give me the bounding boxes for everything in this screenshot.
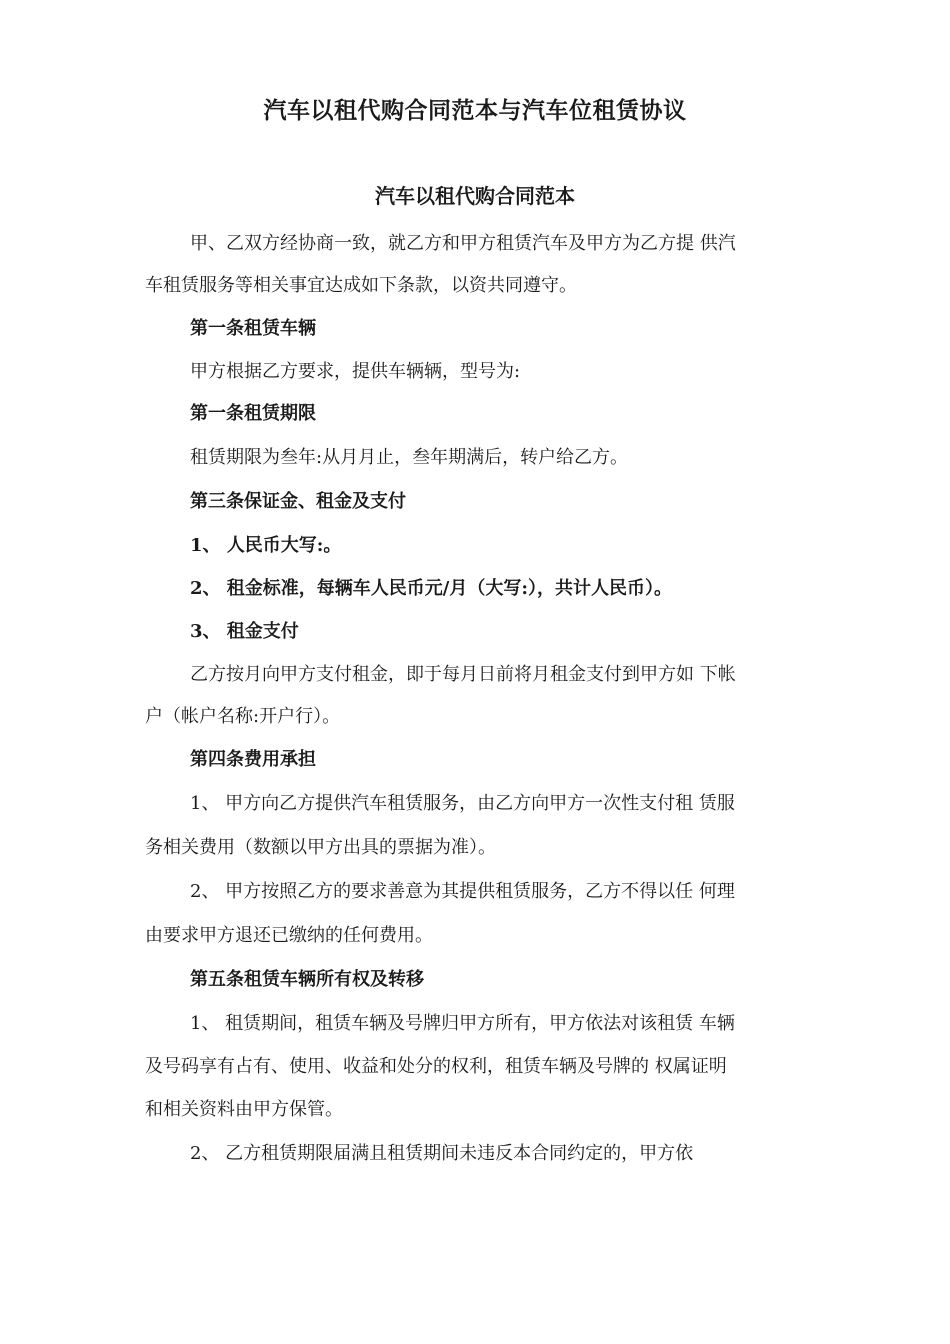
article-2-heading: 第一条租赁期限 [190,403,316,424]
intro-line-2: 车租赁服务等相关事宜达成如下条款，以资共同遵守。 [145,275,577,296]
article-4-item-2-line-1: 2、 甲方按照乙方的要求善意为其提供租赁服务，乙方不得以任 何理 [190,881,735,902]
article-5-item-1-line-2: 及号码享有占有、使用、收益和处分的权利，租赁车辆及号牌的 权属证明 [145,1056,727,1077]
article-4-item-2-line-2: 由要求甲方退还已缴纳的任何费用。 [145,925,433,946]
article-3-item-1: 1、 人民币大写:。 [190,535,342,556]
article-4-heading: 第四条费用承担 [190,749,316,770]
article-5-item-1-line-3: 和相关资料由甲方保管。 [145,1099,343,1120]
article-2-text: 租赁期限为叁年:从月月止，叁年期满后，转户给乙方。 [190,447,629,468]
article-3-item-3: 3、 租金支付 [190,621,299,642]
article-4-item-1-line-1: 1、 甲方向乙方提供汽车租赁服务，由乙方向甲方一次性支付租 赁服 [190,793,735,814]
article-3-item-2: 2、 租金标准，每辆车人民币元/月（大写:），共计人民币）。 [190,578,673,599]
contract-subtitle: 汽车以租代购合同范本 [375,184,575,208]
article-1-heading: 第一条租赁车辆 [190,318,316,339]
article-5-item-2-line-1: 2、 乙方租赁期限届满且租赁期间未违反本合同约定的，甲方依 [190,1143,694,1164]
intro-line-1: 甲、乙双方经协商一致，就乙方和甲方租赁汽车及甲方为乙方提 供汽 [190,233,736,254]
article-3-text-line-1: 乙方按月向甲方支付租金，即于每月日前将月租金支付到甲方如 下帐 [190,664,736,685]
article-3-heading: 第三条保证金、租金及支付 [190,491,406,512]
article-5-item-1-line-1: 1、 租赁期间，租赁车辆及号牌归甲方所有，甲方依法对该租赁 车辆 [190,1013,735,1034]
article-5-heading: 第五条租赁车辆所有权及转移 [190,969,424,990]
article-4-item-1-line-2: 务相关费用（数额以甲方出具的票据为准）。 [145,837,496,858]
article-3-text-line-2: 户（帐户名称:开户行）。 [145,706,341,727]
document-title: 汽车以租代购合同范本与汽车位租赁协议 [263,97,687,124]
article-1-text: 甲方根据乙方要求，提供车辆辆，型号为: [190,361,521,382]
